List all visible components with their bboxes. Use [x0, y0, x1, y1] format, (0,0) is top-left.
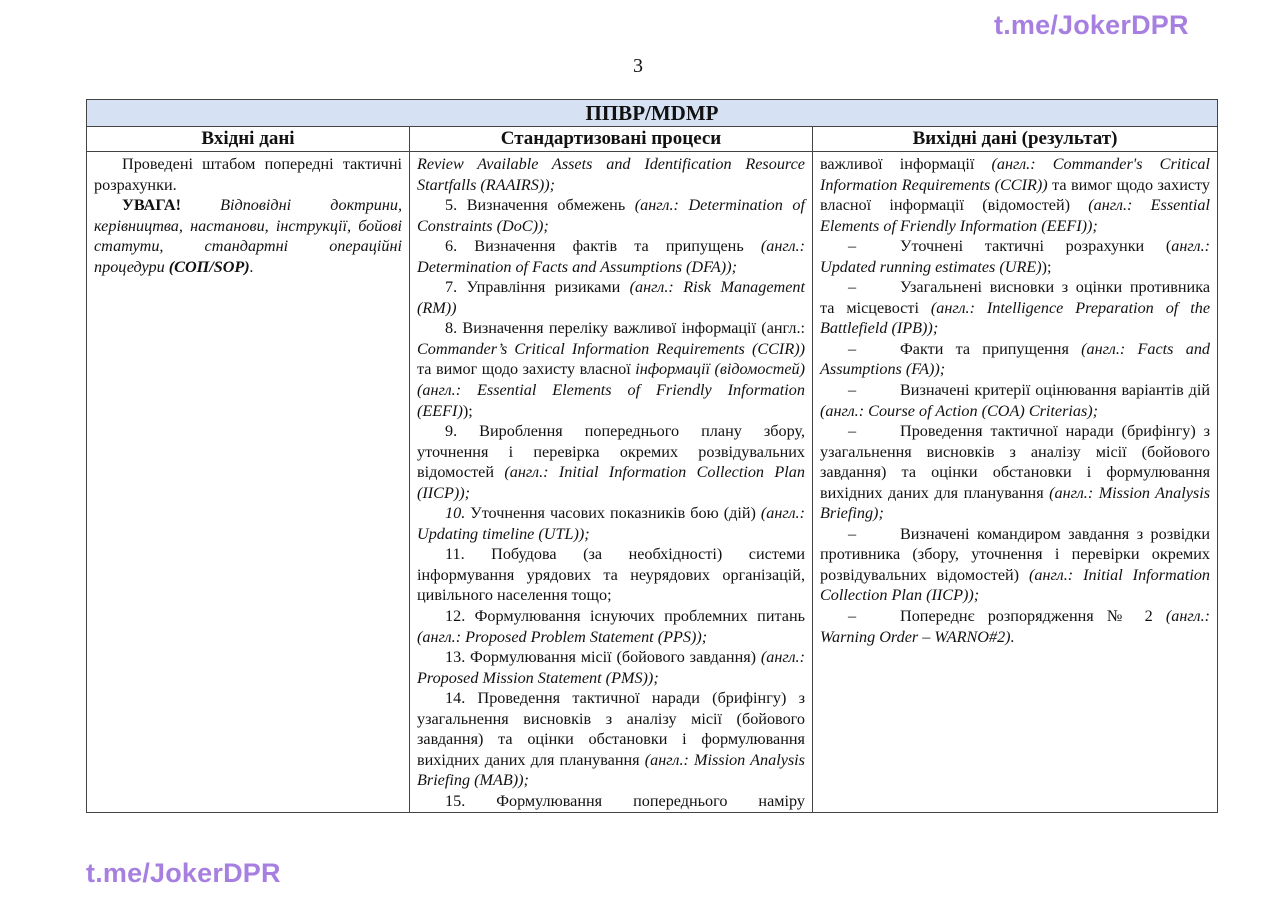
column-header-output: Вихідні дані (результат)	[813, 127, 1218, 152]
output-cell	[813, 152, 1218, 813]
process-english: (англ.: Determination of Constraints (DoC));	[417, 196, 806, 235]
process-text: Уточнення часових показників бою (дій)	[465, 504, 761, 523]
output-text: важливої інформації	[820, 155, 992, 173]
process-english: (англ.: Updating timeline (UTL));	[417, 504, 805, 543]
process-english: інформації (відомостей) (англ.: Essential Elements of Friendly Information (EEFI)	[417, 360, 805, 420]
column-header-input: Вхідні дані	[87, 127, 410, 152]
process-item	[417, 318, 805, 421]
input-cell	[87, 152, 410, 813]
table-title: ППВР/MDMP	[87, 100, 1218, 127]
output-english: (англ.: Essential Elements of Friendly Information (EEFI));	[820, 196, 1211, 235]
process-text: 6. Визначення фактів та припущень	[445, 237, 761, 256]
process-english: (англ.: Mission Analysis Briefing (MAB));	[417, 750, 805, 790]
output-english: (англ.: Intelligence Preparation of the Battlefield (IPB));	[820, 298, 1210, 338]
process-english: (англ.: Determination of Facts and Assumptions (DFA));	[417, 237, 805, 276]
dash-bullet: –	[848, 237, 857, 256]
output-item	[820, 339, 1210, 380]
process-text: 11. Побудова (за необхідності) системи інформування урядових та неурядових організацій, цивільного населення тощо;	[417, 545, 805, 605]
mdmp-table	[86, 99, 1218, 813]
output-english: (англ.: Warning Order – WARNO#2).	[820, 607, 1211, 646]
column-header-processes: Стандартизовані процеси	[410, 127, 813, 152]
page-number: 3	[633, 55, 643, 77]
process-text: 8. Визначення переліку важливої інформації (англ.:	[445, 319, 805, 338]
process-english: (англ.: Proposed Mission Statement (PMS));	[417, 648, 805, 687]
output-item	[820, 524, 1210, 606]
output-english: англ.: Updated running estimates (URE)	[820, 237, 1211, 276]
dash-bullet: –	[848, 381, 857, 400]
process-item	[417, 236, 805, 277]
process-text: 9. Вироблення попереднього плану збору, уточнення і перевірка окремих розвідувальних відомостей	[417, 422, 805, 482]
process-text: 15. Формулювання попереднього наміру	[445, 791, 805, 810]
warning-end: .	[249, 257, 254, 276]
warning-text: Відповідні доктрини, керівництва, настанови, інструкції, бойові статути, стандартні операційні процедури	[94, 196, 402, 276]
process-item	[417, 647, 805, 688]
dash-bullet: –	[848, 278, 857, 297]
warning-paragraph	[94, 195, 402, 277]
process-text: 13. Формулювання місії (бойового завдання)	[445, 648, 761, 667]
dash-bullet: –	[848, 524, 857, 543]
process-item	[417, 277, 805, 318]
process-english: Commander’s Critical Information Requirements (CCIR))	[417, 339, 805, 358]
process-number: 10.	[445, 504, 466, 523]
output-text: Визначені критерії оцінювання варіантів дій	[900, 381, 1211, 400]
output-english: (англ.: Facts and Assumptions (FA));	[820, 339, 1211, 379]
output-item	[820, 236, 1210, 277]
process-item	[417, 421, 805, 503]
output-text: );	[1041, 257, 1052, 276]
process-item	[417, 503, 805, 544]
process-text: 12. Формулювання існуючих проблемних питань	[445, 607, 805, 626]
watermark-bottom: t.me/JokerDPR	[86, 858, 281, 888]
process-english: (англ.: Risk Management (RM))	[417, 278, 805, 317]
process-continuation: Review Available Assets and Identification Resource Startfalls (RAAIRS));	[417, 155, 805, 194]
dash-bullet: –	[848, 607, 857, 626]
watermark-top: t.me/JokerDPR	[994, 10, 1189, 40]
output-text: Узагальнені висновки з оцінки противника та місцевості	[820, 278, 1211, 317]
input-paragraph: Проведені штабом попередні тактичні розрахунки.	[94, 155, 402, 194]
output-item	[820, 606, 1210, 647]
process-text: 7. Управління ризиками	[445, 278, 630, 297]
process-english: (англ.: Proposed Problem Statement (PPS));	[417, 627, 708, 646]
output-text: Попереднє розпорядження № 2	[900, 607, 1166, 626]
dash-bullet: –	[848, 339, 857, 358]
output-english: (англ.: Commander's Critical Information Requirements (CCIR))	[820, 155, 1211, 194]
warning-label: УВАГА!	[122, 196, 181, 215]
output-text: та вимог щодо захисту власної інформації (відомостей)	[820, 175, 1211, 215]
process-text: );	[462, 401, 473, 420]
output-item	[820, 277, 1210, 339]
process-text: 5. Визначення обмежень	[445, 196, 626, 215]
process-item	[417, 688, 805, 791]
output-english: (англ.: Mission Analysis Briefing);	[820, 483, 1210, 523]
output-item	[820, 421, 1210, 524]
process-english: (англ.: Initial Information Collection Plan (ІІСР));	[417, 463, 805, 502]
output-text: Уточнені тактичні розрахунки (	[900, 237, 1172, 256]
process-item	[417, 791, 805, 812]
output-item	[820, 380, 1210, 421]
output-english: (англ.: Initial Information Collection Plan (ІІСР));	[820, 565, 1211, 605]
process-item	[417, 606, 805, 647]
output-text: Визначені командиром завдання з розвідки противника (збору, уточнення і перевірки окремих розвідувальних відомостей)	[820, 524, 1211, 584]
process-text: 14. Проведення тактичної наради (брифінгу) з узагальнення висновків з аналізу місії (бойового завдання) та оцінки обстановки і формулювання вихідних даних для планування	[417, 689, 805, 769]
process-item	[417, 544, 805, 606]
dash-bullet: –	[848, 422, 857, 441]
output-text: Факти та припущення	[900, 339, 1082, 358]
warning-abbr: (СОП/SOP)	[168, 257, 250, 276]
output-continuation	[820, 154, 1210, 236]
process-item	[417, 195, 805, 236]
output-english: (англ.: Course of Action (COA) Criterias);	[820, 401, 1099, 420]
processes-cell	[410, 152, 813, 813]
process-text: та вимог щодо захисту власної	[417, 360, 636, 379]
output-text: Проведення тактичної наради (брифінгу) з узагальнення висновків з аналізу місії (бойового завдання) та оцінки обстановки і формулювання вихідних даних для планування	[820, 422, 1211, 502]
